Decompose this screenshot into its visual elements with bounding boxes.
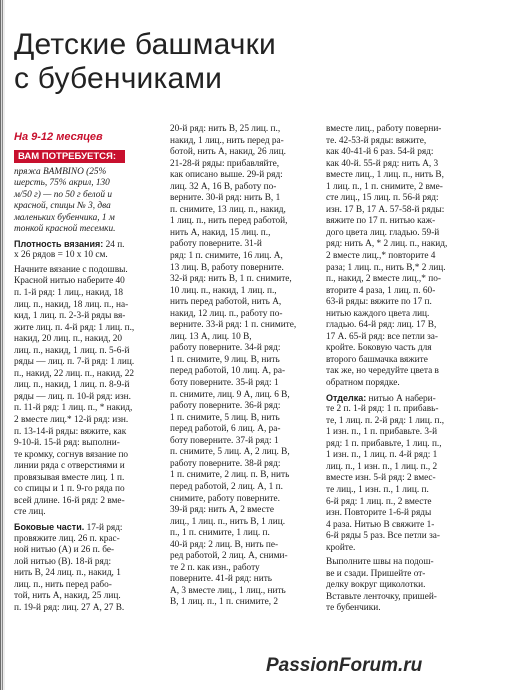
page-edge-binding <box>0 0 5 690</box>
text-line: 21-28-й ряды: прибавляйте, <box>170 158 280 169</box>
text-line: Начните вязание с подошвы. <box>14 264 128 275</box>
materials-list <box>14 167 159 236</box>
text-line: лиц. 32 А, 16 В, работу по- <box>170 181 277 192</box>
text-line: ряд: 1 п. снимите, 16 лиц. А, <box>170 251 283 262</box>
text-line: провяжите лиц. 26 п. крас- <box>14 533 120 544</box>
text-line: перед работой, 6 лиц. А, ра- <box>170 424 281 435</box>
text-line: провязывая вместе лиц. 1 п. <box>14 472 125 483</box>
text-line: лиц. п., нить перед рабо- <box>14 579 112 590</box>
text-line: работу поверните. 34-й ряд: <box>170 343 281 354</box>
text-line: 39-й ряд: нить А, 2 вместе <box>170 505 274 516</box>
text-line: 40-й ряд: 2 лиц. В, нить пе- <box>170 539 279 550</box>
text-line: поверните. 41-й ряд: нить <box>170 574 273 585</box>
text-line: вместе изн. 5-й ряд: 2 вмес- <box>326 473 436 484</box>
text-line: перед работой, 2 лиц. А, 1 п. <box>170 481 283 492</box>
text-line: работу поверните. 31-й <box>170 239 262 250</box>
text-line: 1 лиц. п., нить перед работой, <box>170 216 288 227</box>
materials-line: тонкой красной тесемки. <box>14 224 116 235</box>
text-line: второго башмачка вяжите <box>326 354 428 365</box>
text-line: те 2 п. как изн., работу <box>170 562 260 573</box>
text-line: 1 п. снимите, 2 лиц. п. В, нить <box>170 470 290 481</box>
density-line: х 26 рядов = 10 х 10 см. <box>14 250 108 261</box>
text-line: линии ряда с отверстиями и <box>14 461 125 472</box>
materials-line: шерсть, 75% акрил, 130 <box>14 178 110 189</box>
text-line: п. 19-й ряд: лиц. 27 А, 27 В. <box>14 602 125 613</box>
text-line: лиц. п., накид, 18 лиц. п., на- <box>14 299 129 310</box>
text-line: 2 вместе лиц.,* повторите 4 <box>326 251 436 262</box>
column-2 <box>170 124 322 609</box>
text-line: ряды — лиц. п. 10-й ряд: изн. <box>14 391 131 402</box>
text-line: В, 1 лиц. п., 1 п. снимите, 2 <box>170 597 279 608</box>
title-line-1: Детские башмачки <box>14 28 276 61</box>
text-line: лиц. п., 1 изн. п., 1 лиц. п., 2 <box>326 461 438 472</box>
materials-line: красной, спицы № 3, два <box>14 201 111 212</box>
text-line: А, 3 вместе лиц., 1 лиц., нить <box>170 585 286 596</box>
text-line: 1 изн. п., 1 п. прибавьте. 3-й <box>326 427 438 438</box>
materials-line: маленьких бубенчика, 1 м <box>14 212 115 223</box>
text-line: так же, но чередуйте цвета в <box>326 366 439 377</box>
text-line: кройте. Боковую часть для <box>326 343 432 354</box>
article-title <box>14 28 314 96</box>
text-line: накид, 12 лиц. п., работу по- <box>170 308 283 319</box>
text-line: как описано выше. 29-й ряд: <box>170 170 283 181</box>
text-line: те лиц., 1 изн. п., 1 лиц. п. <box>326 484 429 495</box>
materials-line: м/50 г) — по 50 г белой и <box>14 189 112 200</box>
text-line: п., накид, 2 вместе лиц.,* по- <box>326 274 441 285</box>
text-line: 20-й ряд: нить В, 25 лиц. п., <box>170 124 281 134</box>
text-line: со спицы и 1 п. 9-го ряда по <box>14 484 125 495</box>
density-line <box>14 239 159 251</box>
text-line: 63-й ряды: вяжите по 17 п. <box>326 297 432 308</box>
materials-line: пряжа BAMBINO (25% <box>14 166 107 177</box>
text-line: как 40-41-й 6 раз. 54-й ряд: <box>326 147 434 158</box>
text-line: 17 А. 65-й ряд: все петли за- <box>326 331 439 342</box>
text-line: ряд: 1 п. прибавьте, 1 лиц. п., <box>326 438 442 449</box>
text-line: 4 раза. Нитью В свяжите 1- <box>326 519 435 530</box>
text-line: обратном порядке. <box>326 378 400 389</box>
materials-header: ВАМ ПОТРЕБУЕТСЯ: <box>14 150 125 163</box>
text-line: накид, 1 лиц., нить перед ра- <box>170 135 284 146</box>
text-line: лиц. 13 А, лиц. 10 В, <box>170 331 252 342</box>
text-line: п. 1-й ряд: 1 лиц., накид, 18 <box>14 288 124 299</box>
instructions-side <box>14 534 159 615</box>
text-line: п. 13-14-й ряды: вяжите, как <box>14 426 127 437</box>
instructions-finish <box>326 404 476 554</box>
text-line: вместе лиц., 1 лиц. п., нить В, <box>326 170 444 181</box>
text-line: п. снимите, 13 лиц. п., накид, <box>170 204 286 215</box>
text-line: сте лиц. <box>14 507 46 518</box>
text-line: п. снимите, 5 лиц. А, 2 лиц. В, <box>170 447 290 458</box>
density-title: Плотность вязания: <box>14 238 104 249</box>
text-line: п. снимите, лиц. 9 А, лиц. 6 В, <box>170 389 290 400</box>
text-line: боту поверните. 37-й ряд: 1 <box>170 435 279 446</box>
text-line: как 40-й. 55-й ряд: нить А, 3 <box>326 158 439 169</box>
text-line: той, нить А, накид, 25 лиц. <box>14 591 121 602</box>
text-line: Вставьте ленточку, пришей- <box>326 591 437 602</box>
text-line: нить А, накид, 15 лиц. п., <box>170 227 271 238</box>
text-line: накид, 20 лиц. п., накид, 20 <box>14 334 123 345</box>
text-line: п., накид, 22 лиц. п., накид, 22 <box>14 368 134 379</box>
text-line: жите лиц. п. 4-й ряд: 1 лиц. п., <box>14 322 135 333</box>
text-line: те кромку, согнув вязание по <box>14 449 129 460</box>
text-line: сте лиц., 15 лиц. п. 56-й ряд: <box>326 193 439 204</box>
watermark: PassionForum.ru <box>266 655 423 676</box>
instructions-side-continued <box>170 124 322 609</box>
text-line: 1 п. снимите, 5 лиц. В, нить <box>170 412 280 423</box>
text-line: Выполните швы на подош- <box>326 557 434 568</box>
text-line: изн. Повторите 1-6-й ряды <box>326 508 432 519</box>
text-line: работу поверните. 36-й ряд: <box>170 401 281 412</box>
instructions-sole <box>14 265 159 519</box>
text-line: нить В, 24 лиц. п., накид, 1 <box>14 568 121 579</box>
text-line: п., 1 п. снимите, 1 лиц. п. <box>170 528 270 539</box>
text-line: 13 лиц. В, работу поверните. <box>170 262 284 273</box>
text-line: боту поверните. 35-й ряд: 1 <box>170 378 279 389</box>
text-line: ве и сзади. Пришейте от- <box>326 568 426 579</box>
age-label: На 9-12 месяцев <box>14 131 103 143</box>
text-line: те. 42-53-й ряды: вяжите, <box>326 135 427 146</box>
text-line: Красной нитью наберите 40 <box>14 276 125 287</box>
text-line: ряд: нить А, * 2 лиц. п., накид, <box>326 239 448 250</box>
text-line: 10 лиц. п., накид, 1 лиц. п., <box>170 285 277 296</box>
instructions-assembly <box>326 557 476 615</box>
finish-title: Отделка: <box>326 392 367 403</box>
text-line: вяжите по 17 п. нитью каж- <box>326 216 436 227</box>
side-parts-title: Боковые части. <box>14 521 85 532</box>
density-value: 24 п. <box>103 239 125 250</box>
text-line: снимите, работу поверните. <box>170 493 280 504</box>
text-line: 32-й ряд: нить В, 1 п. снимите, <box>170 274 292 285</box>
text-line: 1 п. снимите, 9 лиц. В, нить <box>170 354 280 365</box>
text-line: гладью. 64-й ряд: лиц. 17 В, <box>326 320 437 331</box>
text-line: лой нитью (В). 18-й ряд: <box>14 556 112 567</box>
text-line: ряды — лиц. п. 7-й ряд: 1 лиц. <box>14 357 135 368</box>
title-line-2: с бубенчиками <box>14 62 223 95</box>
text-line: вторите 4 раза, 1 лиц. п. 60- <box>326 285 436 296</box>
text-line: те бубенчики. <box>326 603 381 614</box>
text-line: кид, 1 лиц. п. 2-3-й ряды вя- <box>14 311 126 322</box>
text-line: работу поверните. 38-й ряд: <box>170 458 281 469</box>
text-line: лиц. п., накид, 1 лиц. п. 5-6-й <box>14 345 130 356</box>
text-line: нитью каждого цвета лиц. <box>326 308 430 319</box>
text-line: 2 вместе лиц.* 12-й ряд: изн. <box>14 415 129 426</box>
finish-heading-line <box>326 393 476 405</box>
column-3 <box>326 124 476 615</box>
text-line: 1 лиц. п., 1 п. снимите, 2 вме- <box>326 181 443 192</box>
text-line: лиц. п., накид, 1 лиц. п. 8-9-й <box>14 380 130 391</box>
text-line: 9-10-й. 15-й ряд: выполни- <box>14 438 120 449</box>
text-line: нить перед работой, нить А, <box>170 297 282 308</box>
text-line: ботой, нить А, накид, 26 лиц. <box>170 147 286 158</box>
text-line: всей длине. 16-й ряд: 2 вме- <box>14 495 125 506</box>
text-line: перед работой, 10 лиц. А, ра- <box>170 366 286 377</box>
column-1 <box>14 132 159 614</box>
text-line: раза; 1 лиц. п., нить В,* 2 лиц. <box>326 262 446 273</box>
text-line: ред работой, 2 лиц. А, сними- <box>170 551 288 562</box>
side-parts-heading-line <box>14 522 159 534</box>
side-parts-first: 17-й ряд: <box>84 522 123 533</box>
text-line: делку вокруг щиколотки. <box>326 580 426 591</box>
text-line: верните. 30-й ряд: нить В, 1 <box>170 193 281 204</box>
text-line: ной нитью (А) и 26 п. бе- <box>14 545 115 556</box>
instructions-side-end <box>326 124 476 390</box>
text-line: лиц., 1 лиц. п., нить В, 1 лиц. <box>170 516 286 527</box>
text-line: те, 1 лиц. п. 2-й ряд: 1 лиц. п., <box>326 415 445 426</box>
text-line: дого цвета лиц. гладью. 59-й <box>326 227 440 238</box>
text-line: верните. 33-й ряд: 1 п. снимите, <box>170 320 297 331</box>
text-line: п. 11-й ряд: 1 лиц. п., * накид, <box>14 403 133 414</box>
text-line: изн. 17 В, 17 А. 57-58-й ряды: <box>326 204 445 215</box>
text-line: те 2 п. 1-й ряд: 1 п. прибавь- <box>326 404 439 415</box>
text-line: 1 изн. п., 1 лиц. п. 4-й ряд: 1 <box>326 450 438 461</box>
text-line: 6-й ряд: 1 лиц. п., 2 вместе <box>326 496 432 507</box>
text-line: кройте. <box>326 542 356 553</box>
finish-first: нитью А набери- <box>366 393 436 404</box>
text-line: вместе лиц., работу поверни- <box>326 124 442 134</box>
text-line: 6-й ряды 5 раз. Все петли за- <box>326 531 440 542</box>
